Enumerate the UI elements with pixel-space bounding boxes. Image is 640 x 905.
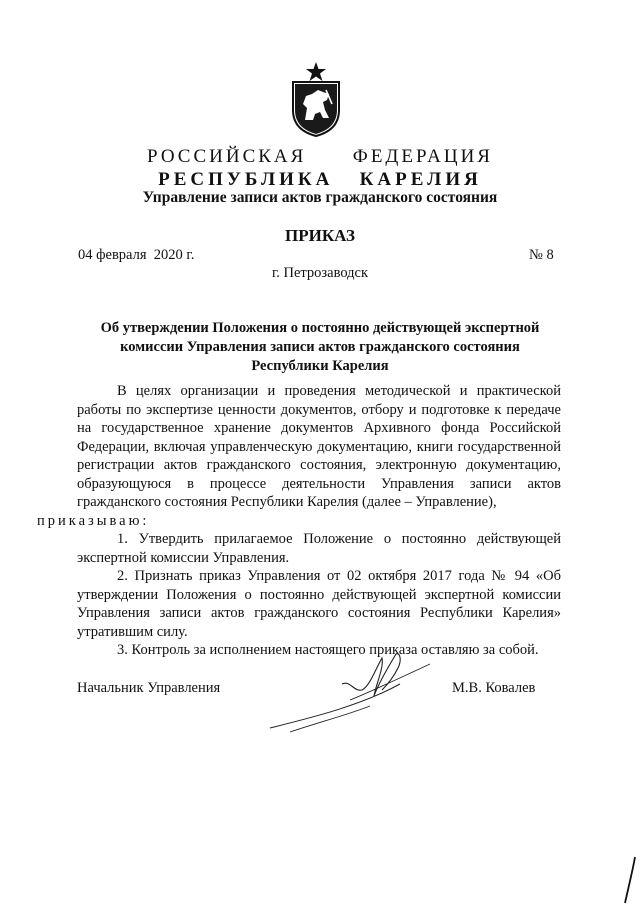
order-item-2: 2. Признать приказ Управления от 02 октября 2017 года № 94 «Об утверждении Положения о постоянно действующей экспертной комиссии Управления записи актов гражданского состояния Республики Карелия» утратившим силу.: [77, 568, 561, 640]
preamble-text: В целях организации и проведения методической и практической работы по экспертизе ценности документов, отбору и подготовке к передаче на государственное хранение документов Архивного фонда Российской Федерации, включая управленческую документацию, книги государственной регистрации актов гражданского состояния, электронную документацию, образующуюся в процессе деятельности Управления записи актов гражданского состояния Республики Карелия (далее – Управление),: [77, 383, 561, 510]
document-body: [37, 382, 561, 660]
karelia-coat-of-arms-icon: [285, 60, 347, 138]
document-city: г. Петрозаводск: [271, 265, 369, 281]
document-date: 04 февраля 2020 г.: [78, 247, 195, 263]
order-item-3: 3. Контроль за исполнением настоящего приказа оставляю за собой.: [117, 642, 539, 658]
page-edge-mark: [615, 855, 640, 905]
order-word: приказываю:: [37, 512, 150, 529]
document-number: № 8: [529, 247, 554, 263]
preamble-paragraph: [37, 382, 561, 530]
document-subject: Об утверждении Положения о постоянно действующей экспертной комиссии Управления записи актов гражданского состояния Республики Карелия: [100, 320, 540, 374]
department-heading: Управление записи актов гражданского состояния: [142, 189, 498, 206]
signatory-role: Начальник Управления: [77, 680, 221, 696]
country-heading: РОССИЙСКАЯ ФЕДЕРАЦИЯ: [147, 146, 493, 167]
document-type-title: ПРИКАЗ: [285, 226, 355, 245]
signatory-name: М.В. Ковалев: [452, 680, 536, 696]
order-item-1: 1. Утвердить прилагаемое Положение о постоянно действующей экспертной комиссии Управления.: [77, 531, 561, 566]
handwritten-signature-icon: [250, 640, 450, 740]
republic-heading: РЕСПУБЛИКА КАРЕЛИЯ: [158, 169, 482, 190]
